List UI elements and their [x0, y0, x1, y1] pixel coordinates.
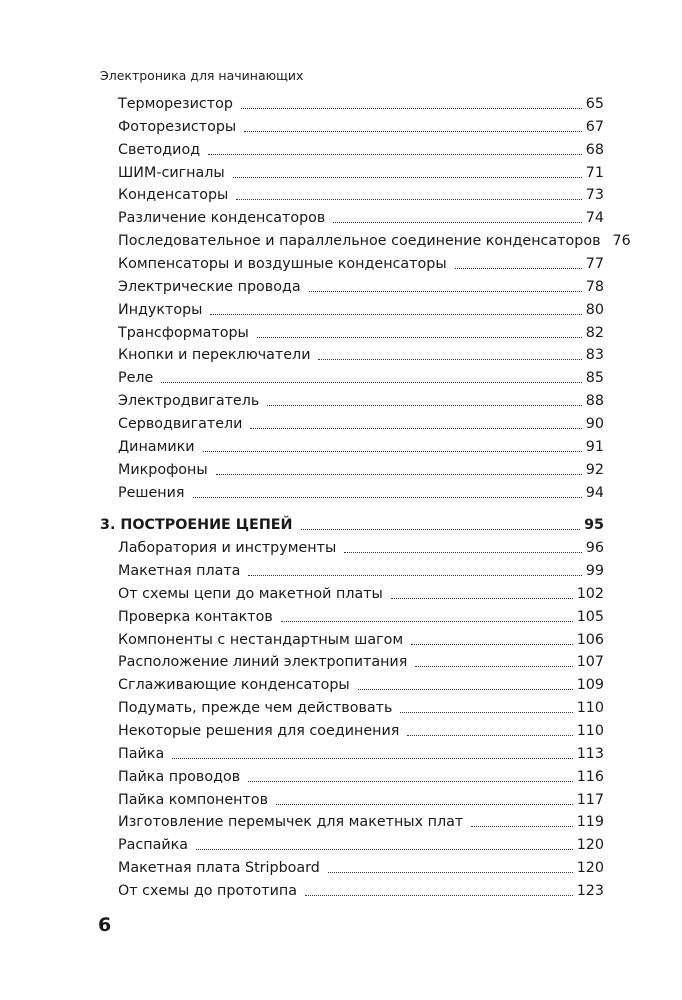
toc-entry-page: 109: [576, 677, 604, 694]
toc-entry: [118, 208, 604, 228]
toc-entry-title: Пайка: [118, 745, 165, 762]
toc-dot-leader: [193, 497, 582, 498]
toc-entry: [118, 163, 604, 183]
toc-entry: [118, 483, 604, 503]
toc-entry-title: ШИМ-сигналы: [118, 164, 225, 181]
page-number: 6: [98, 914, 112, 936]
toc-entry-title: Кнопки и переключатели: [118, 347, 311, 364]
toc-entry-page: 105: [576, 608, 604, 625]
toc-entry-title: Реле: [118, 370, 154, 387]
toc-entry-page: 78: [585, 278, 604, 295]
toc-entry-page: 65: [585, 96, 604, 112]
toc-entry-title: Терморезистор: [118, 96, 233, 112]
toc-dot-leader: [358, 689, 573, 690]
toc-dot-leader: [333, 222, 581, 223]
toc-entry-title: Индукторы: [118, 301, 203, 318]
toc-entry-title: Фоторезисторы: [118, 118, 237, 135]
toc-chapter-entry: [100, 515, 604, 535]
toc-entry-page: 96: [585, 540, 604, 557]
toc-entry: [118, 721, 604, 741]
toc-entry: [118, 254, 604, 274]
toc-entry: [118, 675, 604, 695]
toc-entry: [118, 767, 604, 787]
toc-entry: [118, 185, 604, 205]
toc-entry-title: От схемы цепи до макетной платы: [118, 585, 383, 602]
toc-dot-leader: [216, 474, 582, 475]
toc-entry: [118, 414, 604, 434]
toc-dot-leader: [305, 895, 573, 896]
toc-entry: [118, 231, 631, 251]
toc-entry-page: 91: [585, 438, 604, 455]
toc-dot-leader: [172, 758, 573, 759]
toc-dot-leader: [161, 382, 581, 383]
toc-entry: [118, 437, 604, 457]
toc-entry-title: Макетная плата: [118, 563, 241, 579]
toc-dot-leader: [411, 644, 573, 645]
toc-dot-leader: [236, 199, 581, 200]
toc-entry: [118, 538, 604, 558]
toc-dot-leader: [248, 781, 573, 782]
toc-entry-title: Динамики: [118, 438, 195, 455]
toc-entry-page: 110: [576, 723, 604, 739]
toc-entry-title: Пайка компонентов: [118, 791, 268, 808]
toc-dot-leader: [233, 177, 582, 178]
toc-entry-title: Серводвигатели: [118, 415, 243, 432]
toc-entry-page: 77: [585, 255, 604, 272]
toc-dot-leader: [400, 712, 572, 713]
toc-entry-page: 76: [612, 233, 631, 250]
toc-entry: [118, 652, 604, 672]
toc-entry-title: Лаборатория и инструменты: [118, 540, 337, 557]
toc-entry-title: Подумать, прежде чем действовать: [118, 700, 393, 717]
toc-entry: [118, 744, 604, 764]
toc-entry-title: Микрофоны: [118, 461, 208, 478]
toc-entry-page: 74: [585, 210, 604, 227]
toc-entry: [118, 835, 604, 855]
toc-entry: [118, 94, 604, 114]
toc-entry-page: 107: [576, 654, 604, 671]
toc-entry-page: 80: [585, 301, 604, 318]
toc-dot-leader: [281, 621, 573, 622]
toc-dot-leader: [407, 735, 572, 736]
toc-entry-page: 94: [585, 484, 604, 501]
toc-entry-title: Макетная плата Stripboard: [118, 860, 320, 877]
toc-entry-page: 113: [576, 745, 604, 762]
toc-entry-page: 67: [585, 118, 604, 135]
toc-entry-title: Светодиод: [118, 141, 201, 158]
toc-entry-page: 106: [576, 631, 604, 648]
toc-entry-page: 117: [576, 791, 604, 808]
toc-entry-title: Распайка: [118, 837, 189, 854]
toc-entry-page: 110: [576, 700, 604, 717]
toc-entry: [118, 391, 604, 411]
toc-dot-leader: [250, 428, 581, 429]
toc-dot-leader: [241, 108, 582, 109]
toc-dot-leader: [248, 575, 581, 576]
toc-entry-title: Проверка контактов: [118, 608, 273, 625]
toc-entry-title: Конденсаторы: [118, 187, 229, 204]
toc-dot-leader: [415, 666, 572, 667]
toc-entry: [118, 584, 604, 604]
toc-entry-page: 119: [576, 814, 604, 831]
toc-entry: [118, 790, 604, 810]
toc-dot-leader: [276, 804, 573, 805]
toc-entry-page: 99: [585, 563, 604, 579]
toc-dot-leader: [208, 154, 582, 155]
toc-entry-title: Изготовление перемычек для макетных плат: [118, 814, 464, 831]
toc-entry: [118, 368, 604, 388]
toc-entry-page: 120: [576, 860, 604, 877]
toc-entry: [118, 345, 604, 365]
toc-entry: [118, 561, 604, 581]
toc-dot-leader: [455, 268, 582, 269]
toc-dot-leader: [257, 337, 582, 338]
toc-entry-title: Различение конденсаторов: [118, 210, 326, 227]
toc-entry-title: Решения: [118, 484, 185, 501]
toc-dot-leader: [196, 849, 573, 850]
toc-entry-page: 102: [576, 585, 604, 602]
toc-entry: [118, 277, 604, 297]
running-header: Электроника для начинающих: [100, 68, 304, 83]
toc-entry-page: 73: [585, 187, 604, 204]
toc-dot-leader: [471, 826, 573, 827]
toc-entry-title: 3. ПОСТРОЕНИЕ ЦЕПЕЙ: [100, 517, 293, 534]
toc-dot-leader: [309, 291, 582, 292]
toc-dot-leader: [328, 872, 573, 873]
toc-entry: [118, 698, 604, 718]
toc-entry: [118, 607, 604, 627]
toc-entry: [118, 812, 604, 832]
toc-dot-leader: [301, 529, 581, 530]
toc-dot-leader: [318, 359, 581, 360]
toc-entry: [118, 630, 604, 650]
toc-entry-page: 68: [585, 141, 604, 158]
toc-entry-page: 123: [576, 882, 604, 899]
toc-entry-title: Расположение линий электропитания: [118, 654, 408, 671]
toc-entry-page: 85: [585, 370, 604, 387]
toc-entry-page: 88: [585, 393, 604, 410]
toc-entry: [118, 460, 604, 480]
toc-entry-page: 90: [585, 415, 604, 432]
toc-entry-title: Компоненты с нестандартным шагом: [118, 631, 404, 648]
toc-entry-title: Некоторые решения для соединения: [118, 723, 400, 739]
toc-dot-leader: [344, 552, 582, 553]
toc-entry-title: От схемы до прототипа: [118, 882, 298, 899]
toc-entry-page: 71: [585, 164, 604, 181]
toc-entry: [118, 881, 604, 901]
toc-entry: [118, 140, 604, 160]
toc-entry-page: 116: [576, 768, 604, 785]
toc-entry-page: 83: [585, 347, 604, 364]
toc-entry: [118, 323, 604, 343]
toc-entry-page: 120: [576, 837, 604, 854]
toc-entry-title: Пайка проводов: [118, 768, 241, 785]
toc-entry-title: Электрические провода: [118, 278, 301, 295]
toc-dot-leader: [210, 314, 581, 315]
toc-entry-title: Трансформаторы: [118, 324, 249, 341]
toc-entry: [118, 117, 604, 137]
toc-entry-title: Сглаживающие конденсаторы: [118, 677, 350, 694]
toc-entry-page: 92: [585, 461, 604, 478]
toc-entry-title: Компенсаторы и воздушные конденсаторы: [118, 255, 447, 272]
toc-entry-page: 95: [584, 517, 604, 534]
toc-entry-title: Последовательное и параллельное соединение конденсаторов: [118, 233, 601, 250]
toc-entry: [118, 300, 604, 320]
toc-dot-leader: [267, 405, 582, 406]
toc-entry-page: 82: [585, 324, 604, 341]
toc-entry-title: Электродвигатель: [118, 393, 260, 410]
toc-dot-leader: [391, 598, 573, 599]
toc-entry: [118, 858, 604, 878]
toc-dot-leader: [244, 131, 582, 132]
toc-dot-leader: [203, 451, 582, 452]
